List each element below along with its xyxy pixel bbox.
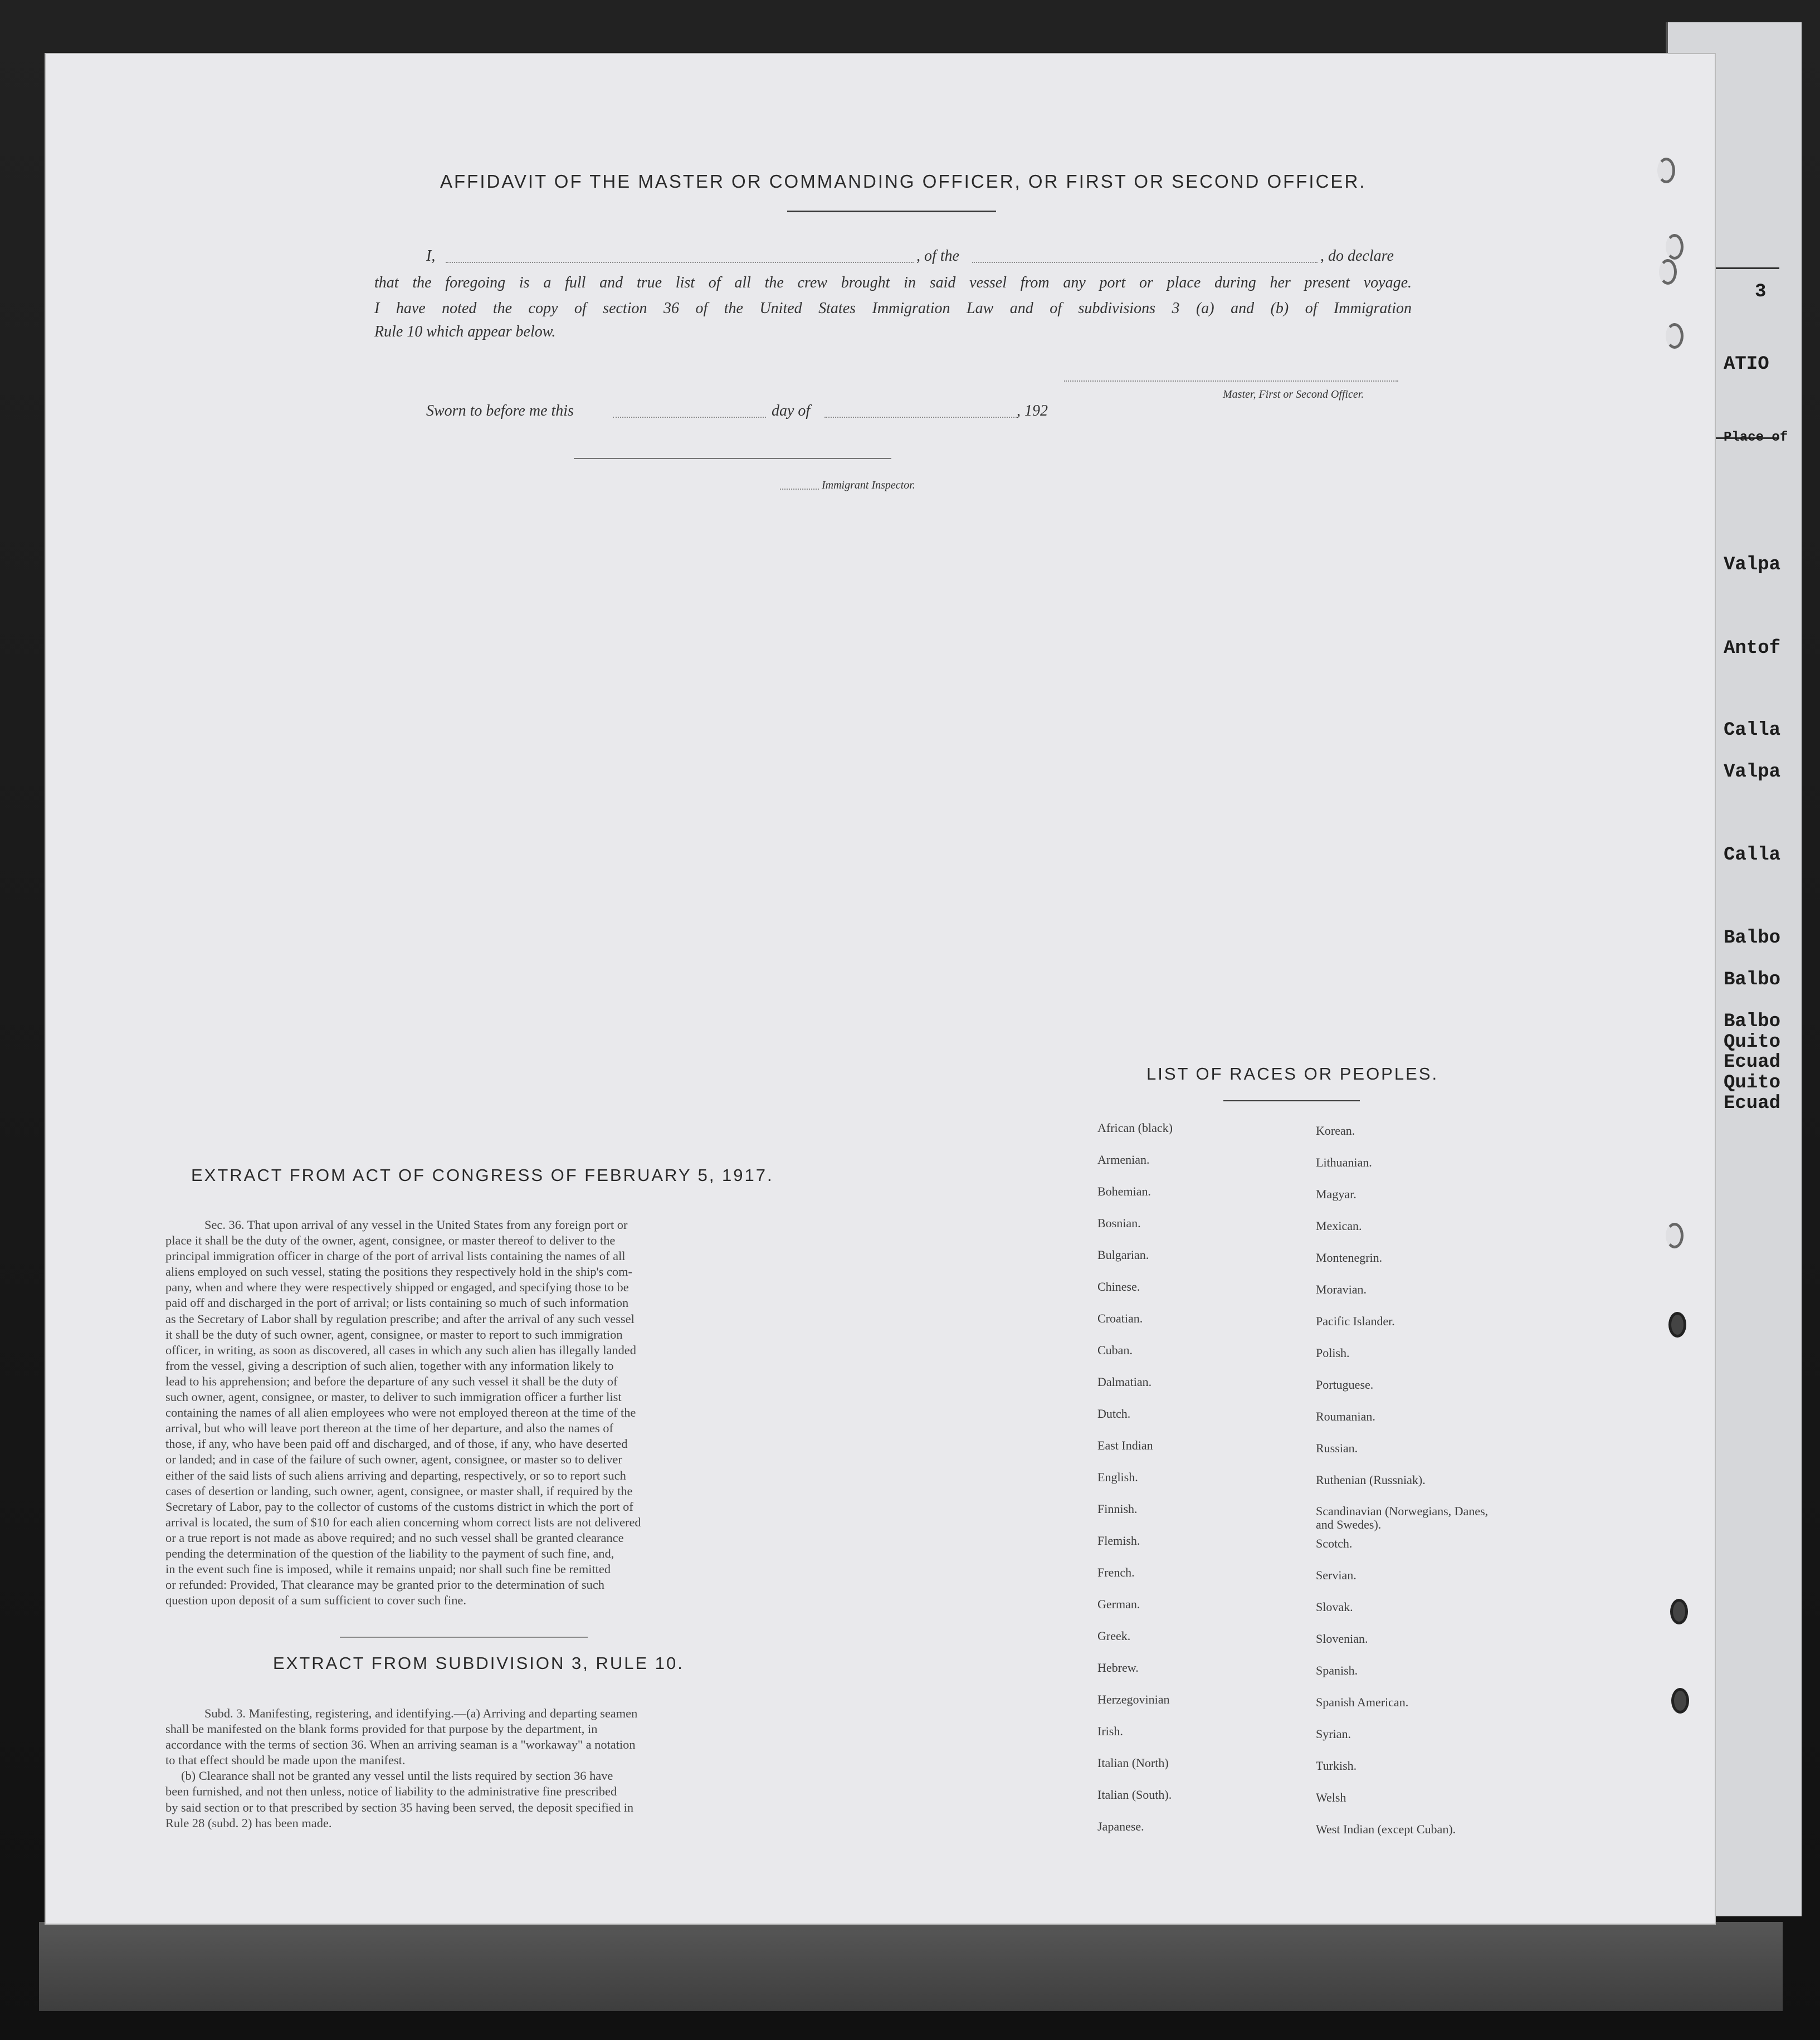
- affidavit-of-the-label: , of the: [916, 247, 959, 265]
- race-item: Montenegrin.: [1316, 1251, 1383, 1265]
- race-item: Italian (South).: [1097, 1788, 1172, 1802]
- race-item: Polish.: [1316, 1346, 1350, 1360]
- name-blank-line[interactable]: [446, 262, 914, 263]
- paragraph-line: to that effect should be made upon the manifest.: [165, 1753, 406, 1768]
- paragraph-line: accordance with the terms of section 36. When an arriving seaman is a "workaway" a notation: [165, 1738, 636, 1752]
- paragraph-line: lead to his apprehension; and before the departure of any such vessel it shall be the duty of: [165, 1374, 618, 1388]
- underlying-fragment: ATIO: [1724, 354, 1769, 375]
- race-item: German.: [1097, 1597, 1140, 1611]
- punch-hole-icon: [1670, 1599, 1688, 1624]
- underlying-fragment: Antof: [1724, 638, 1781, 659]
- race-item: Croatian.: [1097, 1311, 1143, 1325]
- race-item: African (black): [1097, 1121, 1173, 1135]
- race-item: Roumanian.: [1316, 1409, 1375, 1423]
- year-label: , 192: [1017, 402, 1048, 419]
- race-item: Slovenian.: [1316, 1632, 1368, 1646]
- race-item: Irish.: [1097, 1724, 1123, 1738]
- underlying-fragment: Place of: [1724, 430, 1788, 445]
- race-item: Scandinavian (Norwegians, Danes, and Swedes).: [1316, 1504, 1489, 1531]
- underlying-fragment: Calla: [1724, 720, 1781, 741]
- title-underline: [787, 211, 996, 212]
- race-item: Spanish American.: [1316, 1695, 1409, 1709]
- sworn-label: Sworn to before me this: [426, 402, 574, 419]
- race-item: Portuguese.: [1316, 1378, 1374, 1392]
- paragraph-line: cases of desertion or landing, such owner, agent, consignee, or master shall, if required by the: [165, 1483, 633, 1498]
- underlying-fragment: 3: [1755, 281, 1767, 302]
- paragraph-line: paid off and discharged in the port of arrival; or lists containing so much of such information: [165, 1296, 629, 1310]
- master-label: Master, First or Second Officer.: [1223, 388, 1364, 401]
- affidavit-line-2: I have noted the copy of section 36 of the United States Immigration Law and of subdivisions 3 (a) and (b) of Immigration: [374, 300, 1412, 317]
- paragraph-line: officer, in writing, as soon as discovered, all cases in which any such alien has illegally landed: [165, 1343, 636, 1357]
- day-of-label: day of: [772, 402, 811, 419]
- race-item: Bohemian.: [1097, 1184, 1151, 1198]
- races-title: LIST OF RACES OR PEOPLES.: [1146, 1064, 1439, 1084]
- race-item: Turkish.: [1316, 1759, 1357, 1773]
- inspector-dotline: [780, 489, 819, 490]
- affidavit-do-declare-label: , do declare: [1320, 247, 1394, 265]
- paragraph-line: by said section or to that prescribed by section 35 having been served, the deposit specified in: [165, 1800, 634, 1814]
- paragraph-line: as the Secretary of Labor shall by regulation prescribe; and after the arrival of any such vessel: [165, 1311, 635, 1326]
- race-item: Herzegovinian: [1097, 1692, 1170, 1706]
- race-item: Mexican.: [1316, 1219, 1362, 1233]
- race-item: Moravian.: [1316, 1282, 1367, 1296]
- master-signature-line[interactable]: [1064, 380, 1398, 382]
- month-blank-line[interactable]: [824, 417, 1017, 418]
- punch-hole-icon: [1671, 1688, 1689, 1714]
- paragraph-line: question upon deposit of a sum sufficient to cover such fine.: [165, 1593, 466, 1608]
- bottom-shadow-band: [39, 1922, 1783, 2011]
- race-item: Flemish.: [1097, 1534, 1140, 1548]
- paragraph-line: or landed; and in case of the failure of such owner, agent, consignee, or master so to deliver: [165, 1452, 622, 1467]
- paragraph-line: aliens employed on such vessel, stating the positions they respectively hold in the ship's com-: [165, 1265, 632, 1279]
- underlying-fragment: Balbo: [1724, 1011, 1781, 1032]
- race-item: Finnish.: [1097, 1502, 1138, 1516]
- race-item: Greek.: [1097, 1629, 1131, 1643]
- punch-hole-icon: [1668, 1312, 1686, 1338]
- paragraph-line: such owner, agent, consignee, or master, to deliver to such immigration officer a further list: [165, 1390, 622, 1404]
- underlying-fragment: Ecuad: [1724, 1093, 1781, 1114]
- affidavit-line-3: Rule 10 which appear below.: [374, 323, 556, 340]
- paragraph-line: arrival, but who will leave port thereon at the time of her departure, and also the names of: [165, 1421, 613, 1436]
- document-page: [45, 53, 1716, 1925]
- punch-hole-icon: [1666, 1223, 1684, 1248]
- race-item: Korean.: [1316, 1124, 1355, 1138]
- paragraph-line: those, if any, who have been paid off and discharged, and of those, if any, who have deserted: [165, 1437, 628, 1451]
- paragraph-line: principal immigration officer in charge of the port of arrival lists containing the names of all: [165, 1249, 626, 1263]
- race-item: Pacific Islander.: [1316, 1314, 1395, 1328]
- underlying-fragment: Quito: [1724, 1072, 1781, 1094]
- race-item: Spanish.: [1316, 1663, 1358, 1677]
- punch-hole-icon: [1657, 158, 1675, 183]
- paragraph-line: from the vessel, giving a description of such alien, together with any information likely to: [165, 1358, 614, 1373]
- punch-hole-icon: [1659, 259, 1677, 285]
- punch-hole-icon: [1666, 323, 1684, 349]
- extract-rule-title: EXTRACT FROM SUBDIVISION 3, RULE 10.: [273, 1653, 684, 1673]
- race-item: Dalmatian.: [1097, 1375, 1152, 1389]
- race-item: Slovak.: [1316, 1600, 1353, 1614]
- race-item: Bulgarian.: [1097, 1248, 1149, 1262]
- race-item: Japanese.: [1097, 1819, 1144, 1833]
- underlying-fragment: Quito: [1724, 1032, 1781, 1053]
- race-item: Servian.: [1316, 1568, 1357, 1582]
- paragraph-line: either of the said lists of such aliens arriving and departing, respectively, or so to report such: [165, 1468, 626, 1482]
- race-item: Lithuanian.: [1316, 1155, 1372, 1169]
- paragraph-line: or a true report is not made as above required; and no such vessel shall be granted clearance: [165, 1530, 624, 1545]
- race-item: Dutch.: [1097, 1407, 1131, 1421]
- race-item: Bosnian.: [1097, 1216, 1141, 1230]
- paragraph-line: arrival is located, the sum of $10 for each alien concerning whom correct lists are not delivered: [165, 1515, 641, 1529]
- vessel-blank-line[interactable]: [972, 262, 1318, 263]
- paragraph-line: Secretary of Labor, pay to the collector of customs of the customs district in which the port of: [165, 1499, 633, 1514]
- race-item: English.: [1097, 1470, 1138, 1484]
- paragraph-line: or refunded: Provided, That clearance may be granted prior to the determination of such: [165, 1578, 604, 1592]
- paragraph-line: Sec. 36. That upon arrival of any vessel in the United States from any foreign port or: [204, 1218, 628, 1232]
- paragraph-line: Subd. 3. Manifesting, registering, and identifying.—(a) Arriving and departing seamen: [204, 1706, 638, 1720]
- affidavit-title: AFFIDAVIT OF THE MASTER OR COMMANDING OFFICER, OR FIRST OR SECOND OFFICER.: [440, 171, 1367, 192]
- extract-rule-text: [165, 1706, 802, 1831]
- inspector-signature-line[interactable]: [574, 458, 891, 459]
- paragraph-line: been furnished, and not then unless, notice of liability to the administrative fine prescribed: [165, 1784, 617, 1799]
- race-item: Armenian.: [1097, 1153, 1150, 1167]
- race-item: Magyar.: [1316, 1187, 1357, 1201]
- section-divider: [340, 1637, 588, 1638]
- race-item: Chinese.: [1097, 1280, 1140, 1294]
- underlying-fragment: Valpa: [1724, 762, 1781, 783]
- affidavit-line-1: that the foregoing is a full and true list of all the crew brought in said vessel from any port or place during her present voyage.: [374, 274, 1412, 291]
- race-item: Hebrew.: [1097, 1661, 1139, 1675]
- race-item: Ruthenian (Russniak).: [1316, 1473, 1426, 1487]
- paragraph-line: shall be manifested on the blank forms provided for that purpose by the department, in: [165, 1722, 598, 1736]
- paragraph-line: it shall be the duty of such owner, agent, consignee, or master to report to such immigration: [165, 1327, 623, 1341]
- race-item: Scotch.: [1316, 1536, 1353, 1550]
- race-item: East Indian: [1097, 1438, 1153, 1452]
- races-title-underline: [1223, 1100, 1360, 1101]
- race-item: Welsh: [1316, 1790, 1346, 1804]
- inspector-label: Immigrant Inspector.: [822, 479, 915, 491]
- race-item: French.: [1097, 1565, 1135, 1579]
- underlying-fragment: Ecuad: [1724, 1052, 1781, 1073]
- paragraph-line: (b) Clearance shall not be granted any vessel until the lists required by section 36 have: [181, 1769, 613, 1783]
- paragraph-line: containing the names of all alien employees who were not employed thereon at the time of the: [165, 1405, 636, 1420]
- race-item: West Indian (except Cuban).: [1316, 1822, 1456, 1836]
- day-blank-line[interactable]: [613, 417, 766, 418]
- race-item: Russian.: [1316, 1441, 1358, 1455]
- paragraph-line: Rule 28 (subd. 2) has been made.: [165, 1815, 332, 1830]
- underlying-fragment: Valpa: [1724, 554, 1781, 575]
- punch-hole-icon: [1666, 234, 1684, 260]
- paragraph-line: place it shall be the duty of the owner, agent, consignee, or master thereof to deliver to the: [165, 1233, 616, 1248]
- underlying-fragment: Balbo: [1724, 928, 1781, 949]
- paragraph-line: pending the determination of the question of the liability to the payment of such fine, and,: [165, 1546, 614, 1560]
- underlying-fragment: Balbo: [1724, 969, 1781, 990]
- underlying-fragment: Calla: [1724, 845, 1781, 866]
- race-item: Italian (North): [1097, 1756, 1169, 1770]
- extract-act-title: EXTRACT FROM ACT OF CONGRESS OF FEBRUARY 5, 1917.: [191, 1165, 774, 1185]
- paragraph-line: in the event such fine is imposed, while it remains unpaid; nor shall such fine be remitted: [165, 1562, 611, 1577]
- extract-act-text: [165, 1217, 802, 1608]
- paragraph-line: pany, when and where they were respectively shipped or engaged, and specifying those to be: [165, 1280, 629, 1295]
- race-item: Syrian.: [1316, 1727, 1351, 1741]
- affidavit-i-label: I,: [426, 247, 436, 265]
- race-item: Cuban.: [1097, 1343, 1133, 1357]
